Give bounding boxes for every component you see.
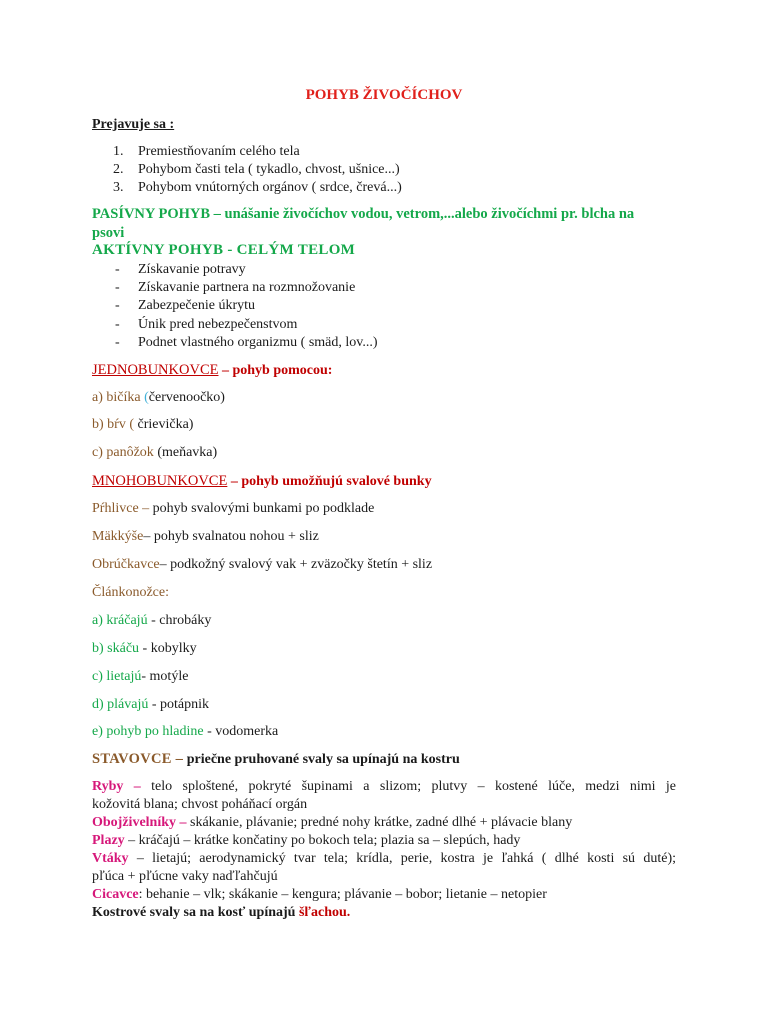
item-desc: – pohyb svalnatou nohou + sliz [143,529,319,544]
pasivny-line: PASÍVNY POHYB – unášanie živočíchov vodou, vetrom,...alebo živočíchmi pr. blcha na [92,206,635,222]
list-number: 2. [113,162,124,177]
item-desc: - vodomerka [203,724,279,739]
mnohobunkovce-item [92,529,319,545]
list-item: Pohybom vnútorných orgánov ( srdce, črevá...) [138,180,402,195]
final-line [92,905,350,921]
jednobunkovce-rest: – pohyb pomocou: [218,363,333,378]
final-text: Kostrové svaly sa na kosť upínajú [92,905,299,920]
mnohobunkovce-heading [92,473,432,490]
mnohobunkovce-item [92,501,374,517]
obojzivelniky-name: Obojživelníky – [92,815,187,830]
cicavce-desc: : behanie – vlk; skákanie – kengura; plávanie – bobor; lietanie – netopier [138,887,547,902]
aktivny-heading: AKTÍVNY POHYB - CELÝM TELOM [92,242,356,258]
list-item: Získavanie partnera na rozmnožovanie [138,280,356,295]
mnohobunkovce-item [92,585,169,601]
jednobunkovce-label: JEDNOBUNKOVCE [92,362,219,378]
prejavuje-heading: Prejavuje sa : [92,117,175,132]
list-dash: - [115,298,120,313]
clankonozce-item [92,669,188,685]
list-number: 3. [113,180,124,195]
plazy-line [92,833,520,849]
vtaky-line [92,851,676,867]
list-dash: - [115,280,120,295]
mnohobunkovce-item [92,557,432,573]
item-desc: - chrobáky [147,613,212,628]
item-name: e) pohyb po hladine [92,724,204,739]
page-title: POHYB ŽIVOČÍCHOV [305,87,463,103]
item-name: d) plávajú [92,697,149,712]
item-desc: - potápnik [148,697,210,712]
list-item: Získavanie potravy [138,262,246,277]
item-name: c) lietajú [92,669,142,684]
clankonozce-item [92,724,278,740]
list-number: 1. [113,144,124,159]
list-dash: - [115,335,120,350]
ryby-line [92,779,676,795]
mnohobunkovce-rest: – pohyb umožňujú svalové bunky [227,474,432,489]
item-desc: - kobylky [139,641,197,656]
clankonozce-item [92,641,197,657]
jednobunkovce-item [92,445,217,461]
final-accent: šľachou. [298,905,351,920]
item-name: Mäkkýše [92,529,144,544]
cicavce-line [92,887,547,903]
item-name: Pŕhlivce – [92,501,150,516]
obojzivelniky-line [92,815,572,831]
list-dash: - [115,262,120,277]
clankonozce-item [92,613,211,629]
cicavce-name: Cicavce [92,887,139,902]
item-name: Článkonožce: [92,585,169,600]
item-desc: – podkožný svalový vak + zväzočky štetín + sliz [159,557,433,572]
list-item: Podnet vlastného organizmu ( smäd, lov...) [138,335,378,350]
list-item: Pohybom časti tela ( tykadlo, chvost, ušnice...) [138,162,400,177]
item-name: c) panôžok [92,445,154,460]
item-desc: (meňavka) [157,445,218,460]
stavovce-rest: priečne pruhované svaly sa upínajú na kostru [183,752,460,767]
vtaky-desc: – lietajú; aerodynamický tvar tela; krídla, perie, kostra je ľahká ( dlhé kosti sú duté); [128,851,676,866]
pasivny-line: psovi [92,225,125,241]
item-name: Obrúčkavce [92,557,160,572]
item-name: a) kráčajú [92,613,148,628]
item-desc: - motýle [141,669,189,684]
vtaky-name: Vtáky [92,851,129,866]
list-item: Premiestňovaním celého tela [138,144,300,159]
list-dash: - [115,317,120,332]
ryby-desc: telo sploštené, pokryté šupinami a slizom; plutvy – kostené lúče, medzi nimi je [140,779,676,794]
jednobunkovce-item [92,390,225,406]
list-item: Zabezpečenie úkrytu [138,298,255,313]
jednobunkovce-item [92,417,193,433]
list-item: Únik pred nebezpečenstvom [138,317,298,332]
obojzivelniky-desc: skákanie, plávanie; predné nohy krátke, zadné dlhé + plávacie blany [186,815,573,830]
item-desc: červenoočko) [148,390,225,405]
ryby-line-2: kožovitá blana; chvost poháňací orgán [92,797,308,812]
vtaky-line-2: pľúca + pľúcne vaky naďľahčujú [92,869,278,884]
item-name: a) bičíka [92,390,141,405]
jednobunkovce-heading [92,362,332,379]
item-paren: ( [140,390,149,405]
item-name: b) skáču [92,641,140,656]
plazy-desc: – kráčajú – krátke končatiny po bokoch tela; plazia sa – slepúch, hady [124,833,521,848]
clankonozce-item [92,697,209,713]
stavovce-heading [92,751,460,768]
item-paren: ( [125,417,138,432]
plazy-name: Plazy [92,833,125,848]
mnohobunkovce-label: MNOHOBUNKOVCE [92,473,228,489]
ryby-name: Ryby – [92,779,141,794]
stavovce-label: STAVOVCE – [92,751,184,767]
item-desc: črievička) [137,417,194,432]
item-name: b) bŕv [92,417,126,432]
item-desc: pohyb svalovými bunkami po podklade [149,501,375,516]
